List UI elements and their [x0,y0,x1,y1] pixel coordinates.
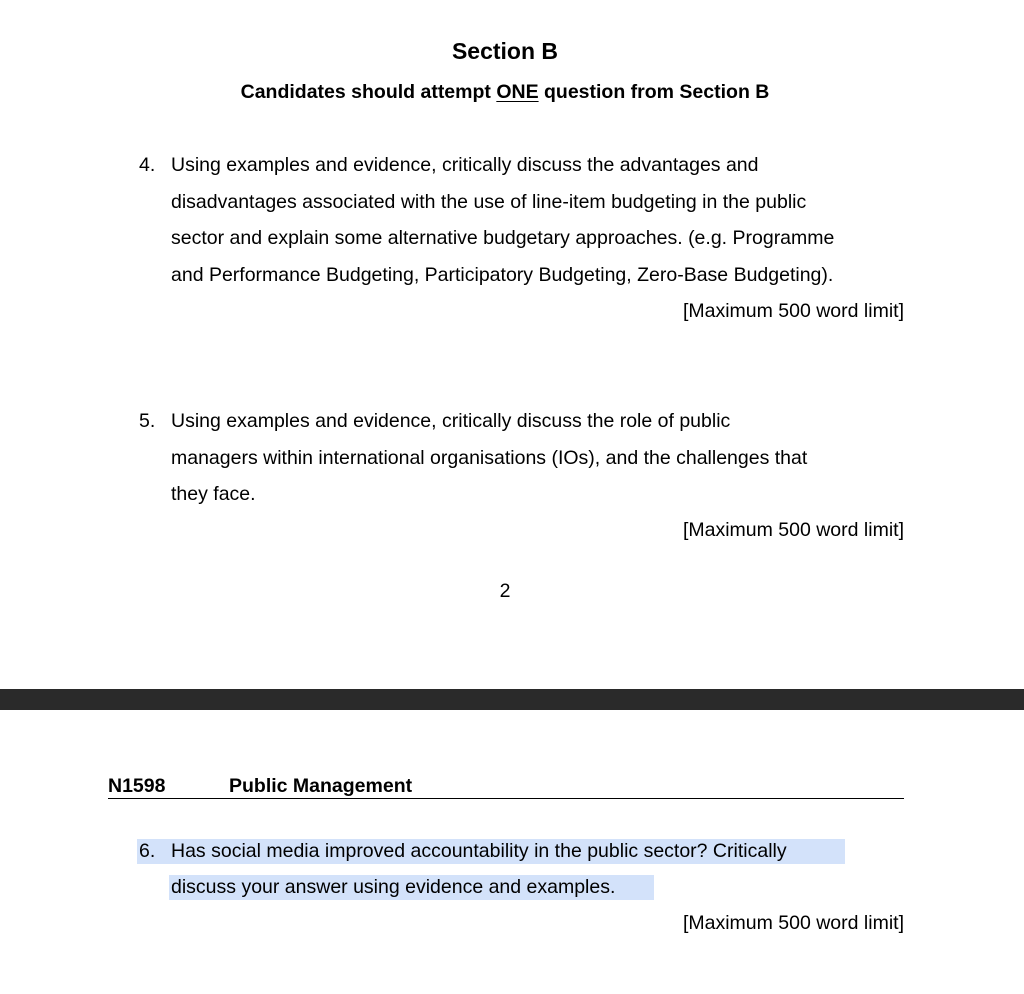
question-line[interactable]: discuss your answer using evidence and examples. [171,876,616,898]
instruction-text-after: question from Section B [538,81,770,103]
instruction-emphasis: ONE [496,81,539,103]
module-code: N1598 [108,775,166,797]
question-line: sector and explain some alternative budgetary approaches. (e.g. Programme [171,227,835,249]
question-line: Using examples and evidence, critically discuss the role of public [171,410,731,432]
question-number: 4. [139,154,156,176]
question-number: 6. [139,840,156,862]
question-line: and Performance Budgeting, Participatory Budgeting, Zero-Base Budgeting). [171,264,834,286]
page-break-divider [0,689,1024,710]
section-title: Section B [451,38,559,64]
question-line[interactable]: Has social media improved accountability in the public sector? Critically [171,840,787,862]
instruction-text-before: Candidates should attempt [240,81,497,103]
question-line: disadvantages associated with the use of line-item budgeting in the public [171,191,807,213]
question-line: managers within international organisations (IOs), and the challenges that [171,447,808,469]
question-number: 5. [139,410,156,432]
section-instruction [0,79,1010,105]
header-rule [108,798,904,799]
module-title: Public Management [229,775,413,797]
word-limit: [Maximum 500 word limit] [682,300,904,322]
question-line: they face. [171,483,256,505]
question-line: Using examples and evidence, critically discuss the advantages and [171,154,759,176]
word-limit: [Maximum 500 word limit] [682,519,904,541]
page-number: 2 [499,580,511,602]
word-limit: [Maximum 500 word limit] [682,912,904,934]
